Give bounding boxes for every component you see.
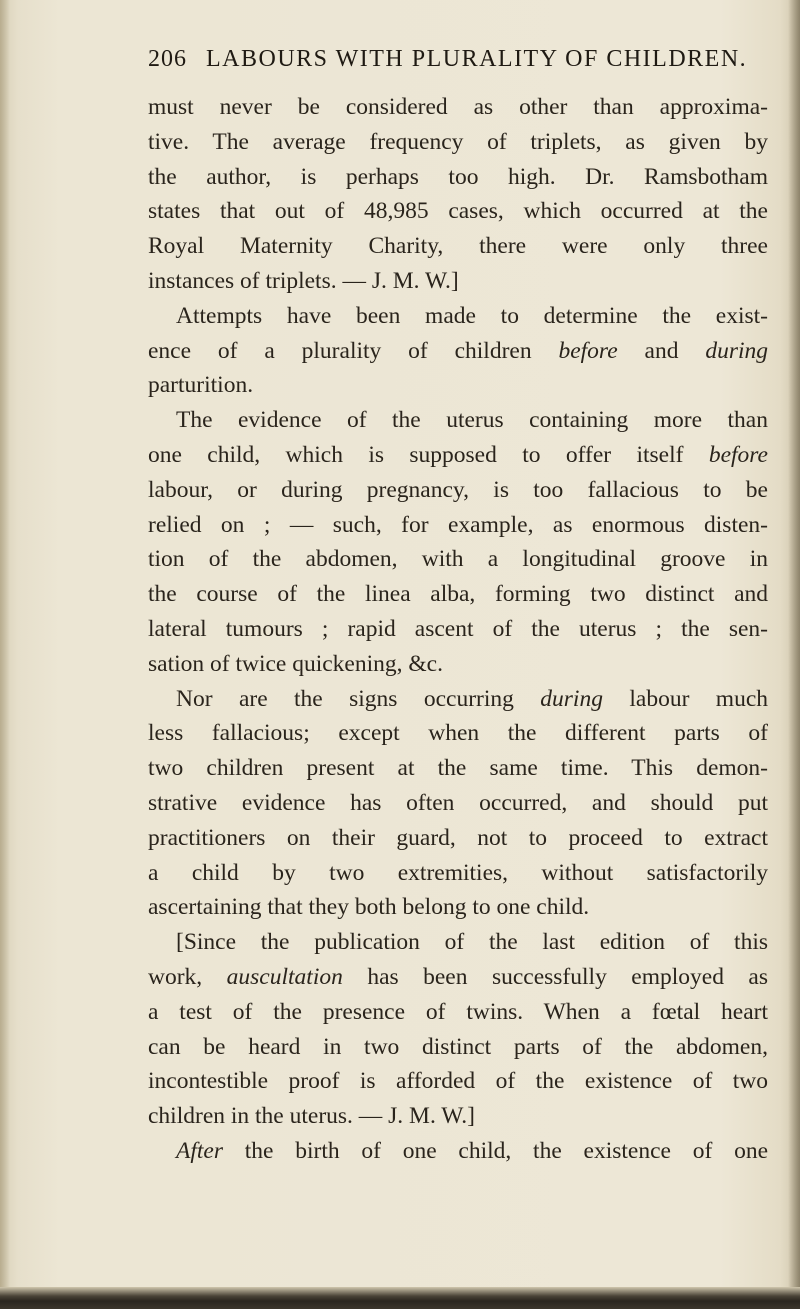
text-line: After the birth of one child, the existence of one: [176, 1137, 768, 1164]
text-line: children in the uterus. — J. M. W.]: [148, 1103, 476, 1130]
text-line: one child, which is supposed to offer itself before: [148, 441, 768, 468]
text-line: sation of twice quickening, &c.: [148, 650, 443, 677]
italic-text: After: [176, 1137, 223, 1164]
text-line: a child by two extremities, without satisfactorily: [148, 859, 768, 886]
page-edge: [788, 0, 800, 1309]
text-line: Nor are the signs occurring during labour much: [176, 685, 768, 712]
text-line: two children present at the same time. This demon-: [148, 755, 768, 782]
text-line: the author, is perhaps too high. Dr. Ramsbotham: [148, 163, 768, 190]
text-line: tive. The average frequency of triplets, as given by: [148, 128, 768, 155]
text-line: work, auscultation has been successfully employed as: [148, 963, 769, 990]
italic-text: auscultation: [226, 963, 343, 990]
text-line: parturition.: [148, 372, 254, 399]
italic-text: before: [708, 441, 768, 468]
text-line: ascertaining that they both belong to one child.: [148, 894, 590, 921]
text-line: The evidence of the uterus containing more than: [176, 407, 768, 434]
text-line: states that out of 48,985 cases, which occurred at the: [148, 198, 768, 225]
text-line: incontestible proof is afforded of the existence of two: [148, 1068, 768, 1095]
text-line: practitioners on their guard, not to proceed to extract: [148, 824, 768, 851]
text-line: a test of the presence of twins. When a fœtal heart: [148, 998, 768, 1025]
italic-text: before: [558, 337, 618, 364]
body-text: [148, 90, 768, 1169]
running-head: [148, 46, 768, 73]
page-bottom-edge: [0, 1287, 800, 1309]
text-line: Royal Maternity Charity, there were only three: [148, 233, 768, 260]
text-line: the course of the linea alba, forming two distinct and: [148, 581, 768, 608]
text-line: relied on ; — such, for example, as enormous disten-: [148, 511, 768, 538]
gutter-shadow: [0, 0, 10, 1309]
text-line: [Since the publication of the last edition of this: [176, 929, 768, 956]
text-line: less fallacious; except when the different parts of: [148, 720, 768, 747]
text-line: instances of triplets. — J. M. W.]: [148, 267, 459, 294]
text-line: tion of the abdomen, with a longitudinal groove in: [148, 546, 768, 573]
text-line: labour, or during pregnancy, is too fallacious to be: [148, 476, 768, 503]
text-line: Attempts have been made to determine the exist-: [176, 302, 768, 329]
text-line: must never be considered as other than approxima-: [148, 94, 768, 120]
text-line: lateral tumours ; rapid ascent of the uterus ; the sen-: [148, 615, 768, 642]
text-line: strative evidence has often occurred, and should put: [148, 789, 768, 816]
italic-text: during: [540, 685, 603, 712]
chapter-title: LABOURS WITH PLURALITY OF CHILDREN.: [206, 46, 748, 72]
page-number: 206: [148, 46, 187, 72]
text-line: can be heard in two distinct parts of the abdomen,: [148, 1033, 768, 1060]
italic-text: during: [705, 337, 768, 364]
text-line: ence of a plurality of children before and during: [148, 337, 768, 364]
